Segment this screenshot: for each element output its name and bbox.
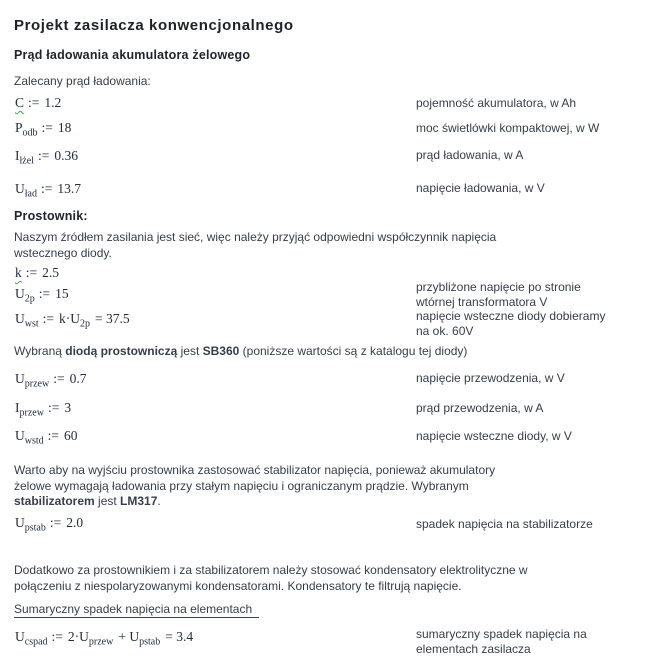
equation-k	[15, 265, 59, 281]
comment-uwst	[416, 309, 605, 338]
comment-uprzew: napięcie przewodzenia, w V	[416, 371, 565, 385]
paragraph-line: połączeniu z niespolaryzowanymi kondensatorami. Kondensatory te filtrują napięcie.	[14, 578, 462, 593]
value-u2p: 15	[55, 286, 69, 301]
comment-line: sumaryczny spadek napięcia na	[416, 627, 587, 641]
paragraph-line: żelowe wymagają ładowania przy stałym napięciu i ograniczanym prądzie. Wybranym	[14, 478, 469, 493]
diode-model: SB360	[202, 344, 240, 358]
stabilizer-model: LM317	[120, 494, 158, 508]
text-segment: jest	[177, 344, 203, 358]
subscript-uprzew: przew	[24, 378, 50, 390]
assign-operator: :=	[47, 428, 60, 443]
intro-text: Zalecany prąd ładowania:	[14, 74, 151, 88]
variable-ucspad: U	[15, 629, 25, 644]
value-podb: 18	[57, 120, 72, 135]
text-segment-bold: stabilizatorem	[14, 494, 95, 508]
summary-heading	[14, 602, 259, 616]
value-ulad: 13.7	[57, 181, 81, 196]
value-ilzel: 0.36	[54, 148, 78, 163]
summary-heading-text: Sumaryczny spadek napięcia na elementach	[14, 602, 259, 618]
expression-uwst: k·U	[59, 311, 81, 326]
subscript-u2p: 2p	[24, 293, 35, 305]
result-uwst: = 37.5	[95, 311, 130, 326]
diode-selection-line	[14, 344, 467, 358]
assign-operator: :=	[51, 629, 63, 644]
expression-term1: 2·U	[67, 629, 89, 644]
comment-podb: moc świetlówki kompaktowej, w W	[416, 121, 600, 135]
variable-c: C	[15, 95, 25, 110]
text-segment-bold: diodą prostowniczą	[65, 344, 178, 358]
expression-term2: + U	[118, 629, 140, 644]
subscript-ulad: ład	[24, 188, 37, 200]
section-heading-ladowanie: Prąd ładowania akumulatora żelowego	[14, 48, 251, 62]
comment-line: elementach zasilacza	[416, 641, 531, 656]
variable-u2p: U	[15, 286, 25, 301]
value-iprzew: 3	[64, 400, 72, 415]
subscript-podb: odb	[22, 127, 38, 139]
text-segment: jest	[94, 494, 121, 508]
subscript-expr-uprzew: przew	[88, 636, 114, 648]
comment-upstab: spadek napięcia na stabilizatorze	[416, 517, 593, 531]
assign-operator: :=	[38, 286, 51, 301]
value-k: 2.5	[42, 265, 59, 280]
assign-operator: :=	[41, 120, 53, 135]
equation-uwstd	[15, 428, 78, 447]
text-segment: .	[157, 494, 161, 508]
subscript-upstab: pstab	[24, 522, 46, 534]
paragraph-line: Warto aby na wyjściu prostownika zastosować stabilizator napięcia, ponieważ akumulatory	[14, 463, 496, 477]
variable-uwstd: U	[15, 428, 25, 443]
subscript-expr-upstab: pstab	[139, 636, 161, 648]
equation-podb	[15, 120, 72, 139]
page-title: Projekt zasilacza konwencjonalnego	[14, 17, 294, 34]
equation-ucspad	[15, 629, 194, 648]
equation-ulad	[15, 181, 81, 200]
equation-iprzew	[15, 400, 72, 419]
value-uwstd: 60	[64, 428, 78, 443]
paragraph-line: Naszym źródłem zasilania jest sieć, więc należy przyjąć odpowiedni współczynnik napięcia	[14, 230, 497, 244]
assign-operator: :=	[47, 400, 60, 415]
assign-operator: :=	[25, 265, 38, 280]
variable-ulad: U	[15, 181, 25, 196]
result-ucspad: = 3.4	[165, 629, 194, 644]
paragraph-line: Dodatkowo za prostownikiem i za stabilizatorem należy stosować kondensatory elektrolityczne w	[14, 563, 528, 577]
variable-k: k	[15, 265, 22, 280]
comment-iprzew: prąd przewodzenia, w A	[416, 401, 544, 415]
value-c: 1.2	[44, 95, 62, 110]
comment-uwstd: napięcie wsteczne diody, w V	[416, 429, 572, 443]
assign-operator: :=	[28, 95, 40, 110]
paragraph-prostownik	[14, 230, 654, 261]
assign-operator: :=	[42, 311, 55, 326]
comment-line: napięcie wsteczne diody dobieramy	[416, 309, 606, 323]
equation-ilzel	[15, 148, 78, 167]
comment-ulad: napięcie ładowania, w V	[416, 181, 545, 195]
subscript-uwstd: wstd	[24, 435, 44, 447]
comment-line: wtórnej transformatora V	[416, 294, 548, 309]
equation-c	[15, 95, 61, 111]
subscript-uwst: wst	[24, 318, 39, 330]
comment-line: na ok. 60V	[416, 323, 474, 338]
value-uprzew: 0.7	[69, 371, 87, 386]
subscript-ucspad: cspad	[24, 636, 48, 648]
comment-u2p	[416, 280, 581, 309]
assign-operator: :=	[40, 181, 53, 196]
variable-ilzel: I	[15, 148, 20, 163]
comment-c: pojemność akumulatora, w Ah	[416, 96, 577, 110]
paragraph-line: wstecznego diody.	[14, 245, 112, 260]
comment-ilzel: prąd ładowania, w A	[416, 148, 524, 162]
comment-ucspad	[416, 627, 587, 656]
assign-operator: :=	[37, 148, 50, 163]
assign-operator: :=	[49, 515, 62, 530]
equation-upstab	[15, 515, 84, 534]
paragraph-line	[14, 494, 654, 510]
subscript-iprzew: przew	[19, 407, 44, 419]
section-heading-prostownik: Prostownik:	[14, 209, 88, 223]
text-segment: Wybraną	[14, 344, 66, 358]
value-upstab: 2.0	[66, 515, 84, 530]
equation-uprzew	[15, 371, 87, 390]
text-segment: (poniższe wartości są z katalogu tej diody)	[239, 344, 468, 358]
paragraph-stabilizer	[14, 463, 654, 510]
variable-iprzew: I	[15, 400, 20, 415]
subscript-ilzel: łżel	[19, 155, 34, 167]
paragraph-capacitors	[14, 563, 654, 594]
comment-line: przybliżone napięcie po stronie	[416, 280, 581, 294]
equation-uwst	[15, 311, 130, 330]
variable-podb: P	[15, 120, 23, 135]
variable-uprzew: U	[15, 371, 25, 386]
equation-u2p	[15, 286, 69, 305]
subscript-expr-u2p: 2p	[80, 318, 91, 330]
variable-upstab: U	[15, 515, 25, 530]
variable-uwst: U	[15, 311, 25, 326]
assign-operator: :=	[53, 371, 65, 386]
